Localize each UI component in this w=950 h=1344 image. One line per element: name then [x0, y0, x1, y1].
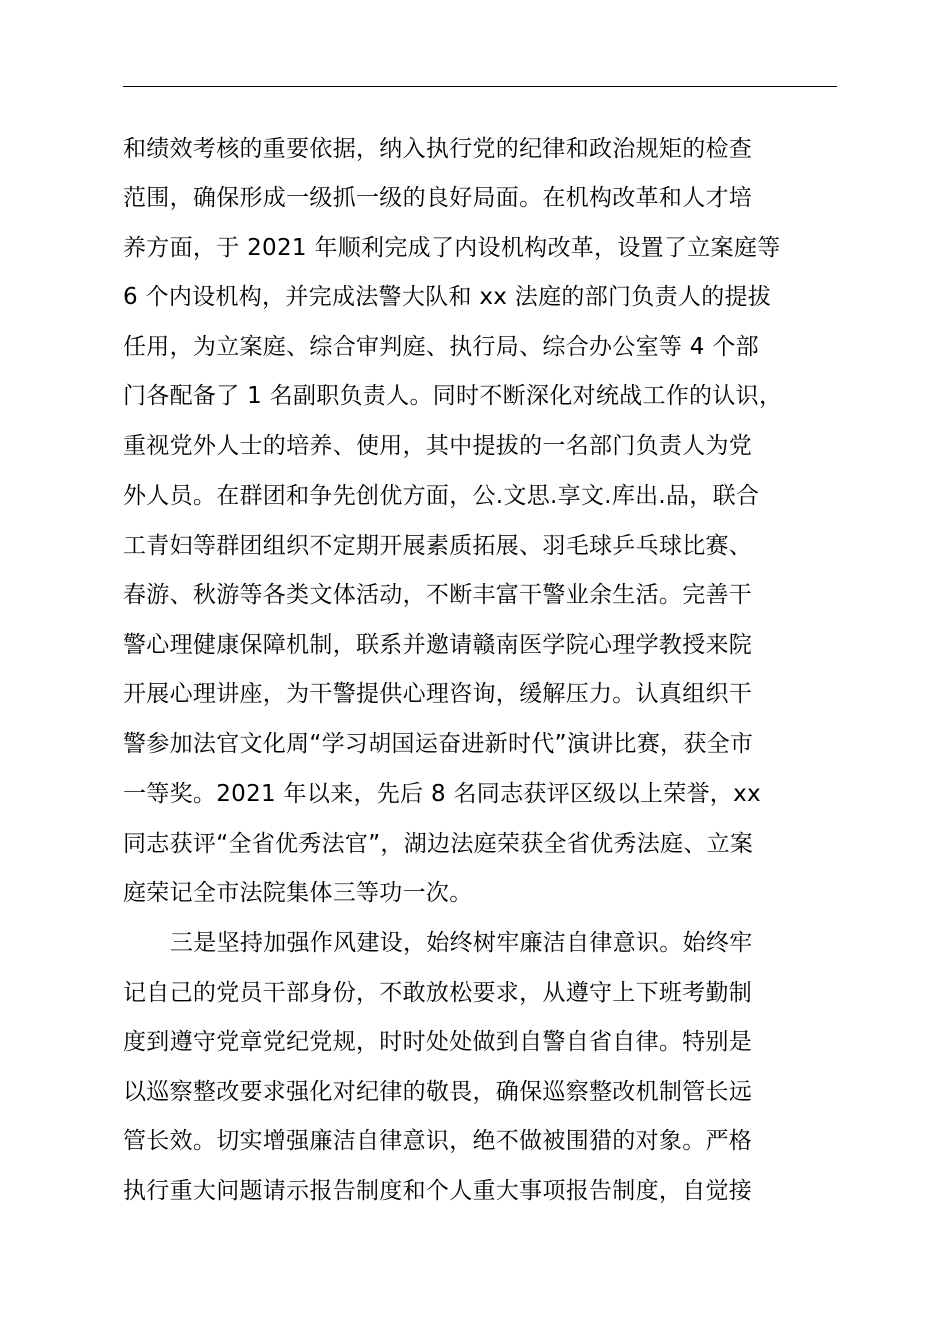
text-line: 工青妇等群团组织不定期开展素质拓展、羽毛球乒乓球比赛、	[123, 533, 753, 559]
text-line: 度到遵守党章党纪党规，时时处处做到自警自省自律。特别是	[123, 1029, 753, 1055]
text-line: 一等奖。2021 年以来，先后 8 名同志获评区级以上荣誉，xx	[123, 781, 761, 807]
text-line: 外人员。在群团和争先创优方面，公.文思.享文.库出.品，联合	[123, 483, 760, 509]
text-line: 执行重大问题请示报告制度和个人重大事项报告制度，自觉接	[123, 1178, 753, 1204]
text-line: 和绩效考核的重要依据，纳入执行党的纪律和政治规矩的检查	[123, 136, 753, 162]
text-line: 6 个内设机构，并完成法警大队和 xx 法庭的部门负责人的提拔	[123, 284, 772, 310]
text-line: 警参加法官文化周“学习胡国运奋进新时代”演讲比赛，获全市	[123, 731, 754, 757]
text-line: 范围，确保形成一级抓一级的良好局面。在机构改革和人才培	[123, 185, 753, 211]
text-line: 养方面，于 2021 年顺利完成了内设机构改革，设置了立案庭等	[123, 235, 781, 261]
text-line: 庭荣记全市法院集体三等功一次。	[123, 880, 473, 906]
text-line: 任用，为立案庭、综合审判庭、执行局、综合办公室等 4 个部	[123, 334, 759, 360]
text-line: 警心理健康保障机制，联系并邀请赣南医学院心理学教授来院	[123, 632, 753, 658]
text-line: 管长效。切实增强廉洁自律意识，绝不做被围猎的对象。严格	[123, 1128, 753, 1154]
text-line: 春游、秋游等各类文体活动，不断丰富干警业余生活。完善干	[123, 582, 753, 608]
text-line: 开展心理讲座，为干警提供心理咨询，缓解压力。认真组织干	[123, 681, 753, 707]
text-line: 重视党外人士的培养、使用，其中提拔的一名部门负责人为党	[123, 433, 753, 459]
text-line: 门各配备了 1 名副职负责人。同时不断深化对统战工作的认识，	[123, 383, 783, 409]
text-line: 记自己的党员干部身份，不敢放松要求，从遵守上下班考勤制	[123, 980, 753, 1006]
paragraph-start-line: 三是坚持加强作风建设，始终树牢廉洁自律意识。始终牢	[170, 930, 753, 956]
text-line: 同志获评“全省优秀法官”，湖边法庭荣获全省优秀法庭、立案	[123, 831, 754, 857]
text-line: 以巡察整改要求强化对纪律的敬畏，确保巡察整改机制管长远	[123, 1079, 753, 1105]
